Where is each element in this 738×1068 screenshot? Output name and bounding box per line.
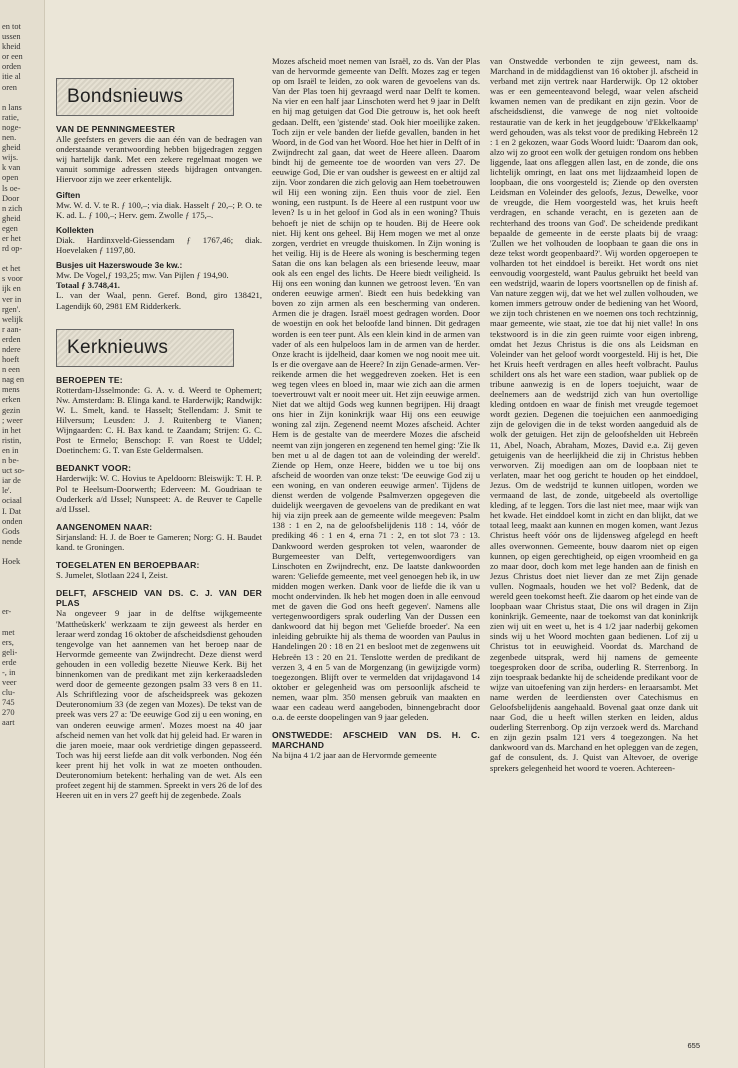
fragment-line: erde: [2, 657, 17, 667]
kerknieuws-header: [56, 329, 234, 367]
fragment-line: clu-: [2, 688, 16, 698]
kollekten-heading: Kollekten: [56, 224, 94, 235]
fragment-line: nen.: [2, 133, 17, 143]
fragment-line: k van: [2, 163, 21, 173]
fragment-line: [0, 597, 44, 607]
fragment-line: rd op-: [2, 244, 23, 254]
fragment-line: [0, 547, 44, 557]
fragment-line: ijk en: [2, 284, 21, 294]
fragment-line: n lans: [2, 102, 22, 112]
aangenomen-heading: AANGENOMEN NAAR:: [56, 521, 153, 532]
fragment-line: met: [2, 627, 15, 637]
fragment-line: Door: [2, 193, 20, 203]
fragment-line: uct so-: [2, 466, 25, 476]
fragment-line: I. Dat: [2, 506, 22, 516]
bondsnieuws-title: Bondsnieuws: [67, 85, 184, 107]
bedankt-text: Harderwijk: W. C. Hovius te Apeldoorn: Bleiswijk: T. H. P. Pol te Heelsum-Doorwerth; Ederveen: M. Goudriaan te Ouderkerk a/d IJssel; Nunspeet: A. de Reuver te Capelle a/d IJssel.: [56, 473, 262, 514]
fragment-line: et het: [2, 264, 21, 274]
fragment-line: mens: [2, 385, 20, 395]
beroepen-text: Rotterdam-IJsselmonde: G. A. v. d. Weerd te Ophemert; Nw. Amsterdam: B. Elinga kand. te Harderwijk; Randwijk: W. L. Smelt, kand. te Hasselt; Stellendam: J. Smit te Hilversum; Leusden: J. J. Ruitenberg te Vianen; Wijngaarden: C. H. Bax kand. te Zaandam; Strijen: G. C. Post te Ermelo; Benschop: F. van Roest te Uddel; Doetinchem: G. T. van Este Geldermalsen.: [56, 384, 262, 456]
fragment-line: onden: [2, 516, 23, 526]
fragment-line: nende: [2, 536, 22, 546]
fragment-line: gheid: [2, 143, 21, 153]
fragment-line: ociaal: [2, 496, 22, 506]
fragment-line: Hoek: [2, 556, 21, 566]
fragment-line: n een: [2, 365, 20, 375]
fragment-line: open: [2, 173, 19, 183]
fragment-line: ratie,: [2, 112, 19, 122]
fragment-line: kheid: [2, 42, 21, 52]
fragment-line: r aan-: [2, 324, 22, 334]
delft-heading: DELFT, AFSCHEID VAN DS. C. J. VAN DER PLAS: [56, 588, 262, 609]
fragment-line: -, in: [2, 668, 16, 677]
fragment-line: in het: [2, 425, 21, 435]
aangenomen-text: Sirjansland: H. J. de Boer te Gameren; Norg: G. H. Baudet kand. te Groningen.: [56, 531, 262, 552]
fragment-line: 745: [2, 698, 15, 708]
bondsnieuws-header: [56, 78, 234, 116]
busjes-text: Mw. De Vogel,ƒ 193,25; mw. Van Pijlen ƒ 194,90.: [56, 270, 229, 281]
fragment-line: s voor: [2, 274, 23, 284]
fragment-line: rgen'.: [2, 304, 21, 314]
fragment-line: ls oe-: [2, 183, 21, 193]
fragment-line: Gods: [2, 526, 20, 536]
fragment-line: orden: [2, 62, 22, 72]
fragment-line: n be-: [2, 456, 19, 466]
column-left: [56, 78, 262, 800]
fragment-line: [0, 93, 44, 103]
fragment-line: erken: [2, 395, 21, 405]
page-number: 655: [687, 1041, 700, 1050]
fragment-line: geli-: [2, 647, 18, 657]
onstwedde-heading: ONSTWEDDE: AFSCHEID VAN DS. H. C. MARCHAND: [272, 730, 480, 751]
fragment-line: en tot: [2, 22, 21, 31]
fragment-line: aart: [2, 718, 15, 728]
fragment-line: welijk: [2, 314, 23, 324]
onstwedde-intro: Na bijna 4 1/2 jaar aan de Hervormde gemeente: [272, 750, 437, 761]
column-middle: [272, 56, 480, 760]
fragment-line: iar de: [2, 476, 21, 486]
kerknieuws-title: Kerknieuws: [67, 336, 169, 358]
fragment-line: en in: [2, 445, 19, 455]
fragment-line: or een: [2, 52, 23, 62]
fragment-line: er-: [2, 607, 12, 617]
fragment-line: [0, 587, 44, 597]
fragment-line: itie al: [2, 72, 21, 82]
bedankt-heading: BEDANKT VOOR:: [56, 463, 132, 474]
fragment-line: nag en: [2, 375, 25, 385]
toegelaten-heading: TOEGELATEN EN BEROEPBAAR:: [56, 560, 200, 571]
fragment-line: veer: [2, 678, 17, 688]
penningmeester-heading: VAN DE PENNINGMEESTER: [56, 124, 176, 134]
fragment-line: le'.: [2, 486, 12, 496]
beroepen-heading: BEROEPEN TE:: [56, 374, 123, 385]
fragment-line: ndere: [2, 345, 21, 354]
giften-heading: Giften: [56, 189, 81, 200]
middle-article-text: Mozes afscheid moet nemen van Israël, zo ds. Van der Plas van de hervormde gemeente van Delft. Mozes zag er tegen op om Israël te leiden, zo ook waren de gevoelens van ds. Van der Plas toen hij gevraagd werd naar Delft te komen. Na vier en een half jaar Linschoten werd het 9 jaar in Delft en hij mag getuigen dat God Die getrouw is, het ook heeft gedaan. Delft, een 'gistende' stad. Ook hier moeilijke zaken. Toch zijn er vele banden der liefde gevallen, banden in het Woord, in de God van het Woord. Hoe het hier in Delft of in Zwijndrecht zal gaan, dat weet de Heere alleen. Daarom bindt hij de gemeente toe de woorden van vers 27. De eeuwige God, Die er van oudsher is geweest en er altijd zal zijn. Voor zondaren die zich gelovig aan Hem toebetrouwen wil Hij een woning zijn. Een thuis voor de ziel. Een woning, een rustpunt. Is de Heere al een rustpunt voor uw leven? Is u in het geloof in God als in een woning? Thuis behoeft je niet de schijn op te houden. Bij de Heere ook niet. Hij kent ons geheel. Bij Hem mogen we met al onze zorgen, verdriet en vreugde thuiskomen. In Zijn woning is het veilig. Hij is de Heere als woning is bescherming tegen Satan die ons kan belagen als een briesende leeuw, maar ook als een engel des lichts. De Heere biedt veiligheid. Is Hij ons een woning dan kunnen we getroost leven. 'En van onderen eeuwige armen'. Biedt een huis bedekking van boven zo zijn armen als een bescherming van onderen. Armen die je dragen. Israël moest gedragen worden. Door de woestijn en ook het beloofde land binnen. Dit gedragen worden is een teer punt. Als een klein kind in de armen van vader of als een hulpeloos lam in de armen van de herder. Onze kracht is ijdelheid, daar komen we nog nooit mee uit. Is er die overgave aan de Heere? In zijn Genade-armen. Ver-reikende armen die het weggedreven zoeken. Het is een weg tegen vlees en bloed in, maar wie zich aan die armen toevertrouwt valt er nooit meer uit. Het zijn eeuwige armen. Niet dat we altijd Gods weg kunnen begrijpen. Hij draagt ons hier in Zijn koninkrijk waar Hij ons een eeuwige woning zal zijn. Zegenend neemt Mozes afscheid. Achter Hem is de gestalte van de meerdere Mozes die afscheid neemt van zijn jongeren en zegenend ten hemel ging: 'Zie Ik ben met u al de dagen tot aan de voleinding der wereld'. Ziende op Hem, onze Heere, bidden we u toe bij ons afscheid de woorden van onze tekst: 'De eeuwige God zij u een woning, en van onderen eeuwige armen'. Tijdens de dienst werden de volgende Psalmverzen opgegeven die duidelijk weergaven de gevoelens van de predikant en wat hij via zijn preek aan de gemeente wilde meegeven: Psalm 138 : 1 en 2, na de geloofsbelijdenis 118 : 14, vóór de prediking 46 : 1 en 4, erna 71 : 2, en tot slot 73 : 13. Dankwoord werden gesproken tot velen, waaronder de Burgemeester van Delft, vertegenwoordigers van Linschoten en Zwijndrecht, enz. De laatste dankwoorden waren: 'Geliefde gemeente, met veel genoegen heb ik, in uw midden mogen werken. Dank voor de liefde die ik van u mocht ondervinden. Ik heb het mogen doen in alle eenvoud met de gaven die God ons heeft gegeven'. Namens alle vertegenwoordigers sprak ouderling Van der Dussen een dankwoord dat hij begon met 'Geliefde broeder'. Na een inleiding gebruikte hij als thema de woorden van Paulus in Handelingen 20 : 18 en 21 en besloot met de zegenwens uit Hebreën 13 : 20 en 21. Tenslotte werden de predikant de verzen 3, 4 en 5 van de Morgenzang (in gewijzigde vorm) toegezongen. Blijft over te vermelden dat vrijdagavond 14 oktober er gelegenheid was om persoonlijk afscheid te nemen, waar plm. 350 mensen gebruik van maakten en waar een cadeau werd aangeboden, binnengebracht door o.a. de eerste doopelingen van 9 jaar geleden.: [272, 56, 480, 723]
fragment-line: wijs.: [2, 153, 19, 163]
fragment-line: [0, 618, 44, 628]
fragment-line: egen: [2, 223, 18, 233]
fragment-line: ver in: [2, 294, 22, 304]
totaal-text: Totaal ƒ 3.748,41.: [56, 280, 120, 291]
column-right: [490, 56, 698, 773]
toegelaten-text: S. Jumelet, Slotlaan 224 I, Zeist.: [56, 570, 168, 581]
busjes-heading: Busjes uit Hazerswoude 3e kw.:: [56, 260, 183, 271]
fragment-line: [0, 567, 44, 577]
fragment-line: oren: [2, 82, 17, 92]
delft-text: Na ongeveer 9 jaar in de delftse wijkgemeente 'Mattheüskerk' werkzaam te zijn geweest als herder en leraar werd zondag 16 oktober de afscheidsdienst gehouden tengevolge van het aannemen van het beroep naar de Hervormde gemeente van Zwijndrecht. Deze dienst werd gehouden in een volledig bezette Nieuwe Kerk. Bij het binnenkomen van de predikant met zijn kerkeraadsleden werd door de gemeente gezongen psalm 33 vers 8 en 11. Als Schriftlezing voor de afscheidspreek was gekozen Deuteronomium 33 (de zegen van Mozes). De tekst van de preek was vers 27 a: 'De eeuwige God zij u een woning, en van onderen eeuwige armen'. Mozes moest na 40 jaar afscheid nemen van het volk dat hij geleid had. Er waren in die jaren moeie, maar ook verdrietige dingen gepasseerd. Toch was hij eerst liefde aan dit volk verbonden. Nog één keer prent hij het volk in wat ze moeten onthouden. Deuteronomium betekent: herhaling van de wet. Als een profeet zegent hij de stammen. Spreekt in vers 26 de lof des Heeren uit en in vers 27 geeft hij de zegenbede. Zoals: [56, 608, 262, 801]
fragment-line: ers,: [2, 637, 14, 647]
fragment-line: [0, 577, 44, 587]
fragment-line: er het: [2, 233, 21, 243]
fragment-line: hoeft: [2, 355, 20, 365]
fragment-line: gheid: [2, 213, 21, 223]
penningmeester-signature: L. van der Waal, penn. Geref. Bond, giro 138421, Lagendijk 60, 2981 EM Ridderkerk.: [56, 290, 262, 311]
fragment-line: n zich: [2, 203, 23, 213]
fragment-line: ristin,: [2, 435, 22, 445]
fragment-line: noge-: [2, 122, 22, 132]
kollekten-text: Diak. Hardinxveld-Giessendam ƒ 1767,46; diak. Hoevelaken ƒ 1197,80.: [56, 234, 262, 256]
right-article-text: van Onstwedde verbonden te zijn geweest, nam ds. Marchand in de middagdienst van 16 oktober jl. afscheid in verband met zijn vertrek naar Harderwijk. Op 12 oktober was er een gemeenteavond belegd, waar velen afscheid kwamen nemen van de predikant en zijn gezin. Voor de afscheidsdienst, die vanwege de nog niet voltooide restauratie van de kerk in het jeugdgebouw 'd'Ekkelkaamp' werd gehouden, was als tekst voor de prediking Hebreën 12 : 1 en 2 gekozen, waar Gods Woord luidt: 'Daarom dan ook, alzo wij zo groot een wolk der getuigen rondom ons hebben liggende, laat ons afleggen allen last, en de zonde, die ons lichtelijk omringt, en laat ons met lijdzaamheid lopen de loopbaan, die ons voorgesteld is; Ziende op den oversten Leidsman en Voleinder des geloofs, Jezus, Dewelke, voor de vreugde, die Hem voorgesteld was, het kruis heeft verdragen, en schande veracht, en is gezeten aan de rechterhand des troons van God'. De scheidende predikant bepaalde de gemeente in de eerste plaats bij de vraag: 'Zullen we het volhouden de loopbaan te gaan die ons in deze tekst wordt geopenbaard?'. Wij worden opgeroepen te volharden tot het einddoel is bereikt. Het wordt ons niet eenvoudig voorgesteld, want Paulus gebruikt het beeld van een wedstrijd, waarin de lopers voortsnellen op de finish af. Van nature zeggen wij, dat we het wel zullen volhouden, we komen immers getrouw onder de bediening van het Woord, we zijn toch christenen en we noemen ons toch rechtzinnig, maar gemeente, wie staat, zie toe dat hij niet valle! In ons tekstwoord is in die zin geen ruimte voor eigen inbreng, omdat het Jezus Christus is die ons als Leidsman en Voleinder van het geloof wordt voorgesteld. Hij is het, Die het Kruis heeft verdragen en alles heeft volbracht. Paulus schildert ons als het ware een stadion, waar publiek op de tribune aanwezig is en de lopers toejuicht, waar de deelnemers aan de wedstrijd zich van hun overtollige kleding ontdoen en waar de finish met vreugde tegemoet wordt gezien. Degenen die toejuichen een aanmoediging zijn de gelovigen die in de tekst worden aangeduid als de wolk der getuigen. Het zijn de geloofshelden uit Hebreën 11, Abel, Noach, Abraham, Mozes, David e.a. Zij geven getuigenis van de heerlijkheid die zij in Christus hebben verworven. Zij moedigen aan om de loopbaan niet te verlaten, maar het oog gericht te houden op het einddoel, Jezus. Om de wedstrijd te kunnen uitlopen, worden we vermaand de last, de zonde, uitgebeeld als overtollige kleding, af te leggen. Tors die last niet mee, maar wijk van het kwade. Het einddoel komt in zicht en dan blijkt, dat we totaal leeg, maakt aan kunnen en mogen komen, want Jezus Christus heeft vóór ons de lijdensweg afgelegd en heeft alles overwonnen. Gemeente, bouw daarom niet op eigen kunnen, op eigen gerechtigheid, op eigen vroomheid en ga zo maar door, doch kom met lege handen aan de finish en Jezus Christus doet niet liever dan ze met Zijn genade vullen. Nogmaals, houden we het vol? Bedenk, dat de wereld geen toekomst heeft. Zie daarom op het einde van de loopbaan waar Christus staat, Die ons wil dragen in Zijn koninkrijk. Gemeente, naar de toekomst van dat koninkrijk zien wij uit en weet u, het is 4 1/2 jaar naderbij gekomen sinds wij u het Woord mochten gaan bedienen. Lof zij u Christus tot in eeuwigheid. Voordat ds. Marchand de zegenbede uitsprak, werd hij namens de gemeente toegesproken door de scriba, ouderling R. Sterrenborg. In zijn toespraak bedankte hij de scheidende predikant voor de wijze van uitoefening van zijn herders- en leraarsambt. Met name werden de leerdiensten over Catechismus en Geloofsbelijdenis aangehaald. Bovenal gaat onze dank uit naar God, die u heeft willen sterken en leiden, aldus ouderling Sterrenborg. Op zijn verzoek werd ds. Marchand en zijn gezin psalm 121 vers 4 toegezongen. Na het dankwoord van ds. Marchand en het opleggen van de zegen, gaf de consulent, ds. J. Quist van Altevoer, de overige sprekers gelegenheid het woord te voeren. Achtereen-: [490, 56, 698, 773]
fragment-line: [0, 254, 44, 264]
fragment-line: ussen: [2, 32, 21, 42]
fragment-line: ; weer: [2, 415, 23, 425]
left-page-fragment: [0, 0, 45, 1068]
fragment-line: 270: [2, 708, 15, 718]
penningmeester-text: Alle geefsters en gevers die aan één van de bedragen van onderstaande verantwoording hebben bijgedragen zeggen wij hartelijk dank. Met een zekere regelmaat mogen we vanuit sommige adressen steeds bijdragen ontvangen. Hiervoor zijn we zeer erkentelijk.: [56, 134, 262, 185]
fragment-line: erden: [2, 334, 21, 344]
fragment-line: gezin: [2, 405, 21, 415]
giften-text: Mw. W. d. V. te R. ƒ 100,–; via diak. Hasselt ƒ 20,–; P. O. te K. ad. L. ƒ 100,–; Herv. gem. Zwolle ƒ 175,–.: [56, 199, 262, 220]
